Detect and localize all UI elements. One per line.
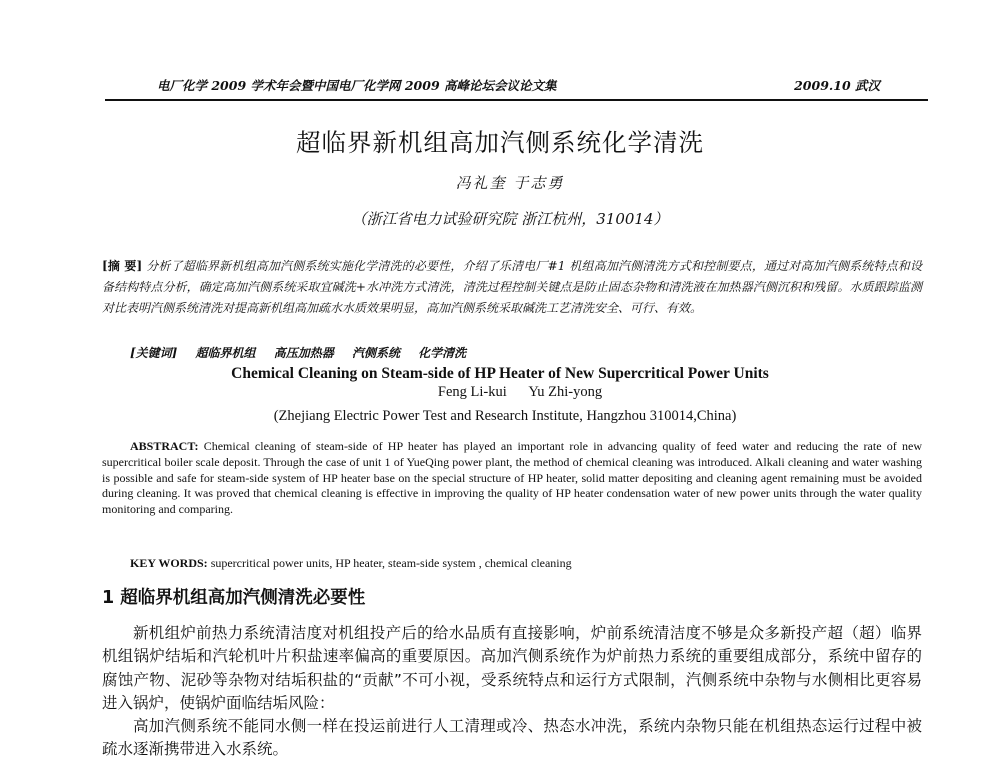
section-heading: 1 超临界机组高加汽侧清洗必要性 — [102, 588, 366, 608]
english-affiliation: (Zhejiang Electric Power Test and Research Institute, Hangzhou 310014,China) — [273, 408, 737, 424]
chinese-abstract-label: [摘 要] — [102, 259, 143, 273]
english-abstract — [102, 439, 922, 518]
english-keywords-label: KEY WORDS: — [130, 556, 208, 570]
english-keywords — [130, 556, 922, 571]
header-rule — [105, 99, 928, 101]
chinese-keyword: 化学清洗 — [418, 346, 467, 360]
english-keywords-text: supercritical power units, HP heater, steam-side system , chemical cleaning — [210, 556, 572, 570]
chinese-keyword: 超临界机组 — [195, 346, 256, 360]
running-header — [157, 76, 880, 98]
english-abstract-label: ABSTRACT: — [130, 439, 199, 453]
running-header-title: 电厂化学 2009 学术年会暨中国电厂化学网 2009 高峰论坛会议论文集 — [157, 78, 557, 93]
chinese-abstract — [102, 256, 922, 319]
chinese-keyword: 高压加热器 — [273, 346, 334, 360]
chinese-title: 超临界新机组高加汽侧系统化学清洗 — [296, 128, 704, 157]
running-header-date: 2009.10 武汉 — [794, 78, 880, 93]
english-title: Chemical Cleaning on Steam-side of HP Heater of New Supercritical Power Units — [231, 365, 769, 382]
chinese-keywords-label: [关键词] — [130, 346, 178, 360]
body-paragraph: 高加汽侧系统不能同水侧一样在投运前进行人工清理或冷、热态水冲洗，系统内杂物只能在机组热态运行过程中被疏水逐渐携带进入水系统。 — [102, 717, 922, 759]
chinese-authors: 冯礼奎 于志勇 — [455, 174, 565, 192]
section-body — [102, 622, 922, 762]
body-paragraph: 新机组炉前热力系统清洁度对机组投产后的给水品质有直接影响，炉前系统清洁度不够是众多新投产超（超）临界机组锅炉结垢和汽轮机叶片积盐速率偏高的重要原因。高加汽侧系统作为炉前热力系统的重要组成部分，系统中留存的腐蚀产物、泥砂等杂物对结垢积盐的“贡献”不可小视，受系统特点和运行方式限制，汽侧系统中杂物与水侧相比更容易进入锅炉，使锅炉面临结垢风险： — [102, 624, 922, 712]
chinese-keywords — [130, 344, 922, 361]
english-authors — [0, 384, 1000, 401]
chinese-keyword: 汽侧系统 — [351, 346, 400, 360]
english-abstract-text: Chemical cleaning of steam-side of HP heater has played an important role in advancing quality of feed water and reducing the rate of new supercritical boiler scale deposit. Through the case of unit 1 of YueQing power plant, the method of chemical cleaning was introduced. Alkali cleaning and water washing is possible and safe for steam-side system of HP heater base on the special structure of HP heater, solid matter depositing and cleaning agent remaining must be avoided during cleaning. It was proved that chemical cleaning is effective in improving the quality of HP heater condensation water of new power units through the water quality monitoring and comparing. — [102, 439, 922, 517]
chinese-affiliation: （浙江省电力试验研究院 浙江杭州，310014） — [351, 210, 669, 228]
english-author: Feng Li-kui — [437, 384, 507, 400]
chinese-abstract-text: 分析了超临界新机组高加汽侧系统实施化学清洗的必要性，介绍了乐清电厂#1 机组高加汽侧清洗方式和控制要点，通过对高加汽侧系统特点和设备结构特点分析，确定高加汽侧系统采取宜碱洗+水冲洗方式清洗，清洗过程控制关键点是防止固态杂物和清洗液在加热器汽侧沉积和残留。水质跟踪监测对比表明汽侧系统清洗对提高新机组高加疏水水质效果明显，高加汽侧系统采取碱洗工艺清洗安全、可行、有效。 — [102, 259, 922, 315]
english-author: Yu Zhi-yong — [528, 384, 603, 400]
